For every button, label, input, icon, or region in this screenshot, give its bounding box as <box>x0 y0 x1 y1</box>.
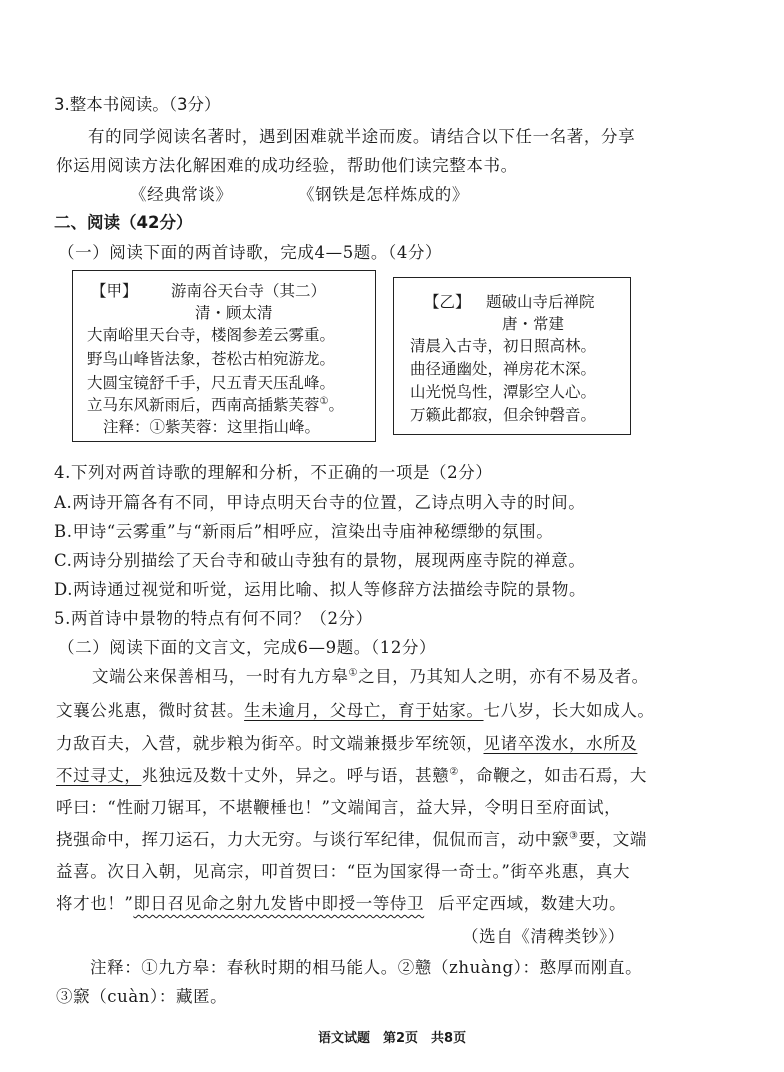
part1-intro: （一）阅读下面的两首诗歌，完成4—5题。（4分） <box>58 243 443 262</box>
passage-line-3 <box>56 733 637 755</box>
q3-book1: 《经典常谈》 <box>130 185 233 204</box>
passage-line-3-a: 力敌百夫，入营，就步粮为街卒。时文端兼摄步军统领， <box>56 734 484 753</box>
poem-a-note: 注释：①紫芙蓉：这里指山峰。 <box>103 418 321 436</box>
passage-line-4-a: 兆独远及数十丈外，异之。呼与语，甚戆 <box>141 766 450 785</box>
underlined-sentence-2b: 不过寻丈， <box>56 766 142 785</box>
passage-source: （选自《清稗类钞》） <box>462 927 625 946</box>
poem-a-line-4-text: 立马东风新雨后，西南高插紫芙蓉 <box>87 396 320 414</box>
underlined-sentence-2a: 见诸卒泼水，水所及 <box>483 734 638 753</box>
underlined-sentence-1: 生未逾月，父母亡，育于姑家。 <box>244 701 484 720</box>
passage-line-8-b: 后平定西域，数建大功。 <box>438 894 627 913</box>
q5-stem: 5.两首诗中景物的特点有何不同？（2分） <box>54 609 373 628</box>
passage-footnote-2: ② <box>449 766 459 778</box>
passage-line-1-a: 文端公来保善相马，一时有九方皋 <box>92 667 349 686</box>
passage-note-2: ③窾（cuàn）：藏匿。 <box>56 987 228 1006</box>
passage-line-2 <box>56 700 655 722</box>
poem-b-author: 唐・常建 <box>502 315 565 333</box>
poem-a-line-4-tail: 。 <box>328 396 344 414</box>
q3-book2: 《钢铁是怎样炼成的》 <box>298 185 469 204</box>
q4-option-d: D.两诗通过视觉和听觉，运用比喻、拟人等修辞方法描绘寺院的景物。 <box>54 580 587 599</box>
passage-line-8 <box>56 893 626 915</box>
passage-line-6-a: 挠强命中，挥刀运石，力大无穷。与谈行军纪律，侃侃而言，动中窾 <box>56 830 569 849</box>
passage-line-1-b: 之目，乃其知人之明，亦有不易及者。 <box>358 667 649 686</box>
poem-a-title: 游南谷天台寺（其二） <box>171 282 327 300</box>
poem-b-tag: 【乙】 <box>424 293 471 311</box>
passage-line-8-a: 将才也！” <box>56 894 134 913</box>
poem-a-line-4 <box>87 395 344 415</box>
passage-line-2-a: 文襄公兆惠，微时贫甚。 <box>56 701 245 720</box>
passage-line-1 <box>92 666 649 688</box>
poem-a-author: 清・顾太清 <box>195 304 273 322</box>
poem-a-footnote-mark: ① <box>319 395 329 407</box>
q4-option-b: B.甲诗“云雾重”与“新雨后”相呼应，渲染出寺庙神秘缥缈的氛围。 <box>54 522 554 541</box>
passage-line-5: 呼曰：“性耐刀锯耳，不堪鞭棰也！”文端闻言，益大异，令明日至府面试， <box>56 798 622 817</box>
part2-intro: （二）阅读下面的文言文，完成6—9题。（12分） <box>58 638 437 657</box>
passage-footnote-3: ③ <box>569 830 579 842</box>
poem-a-box <box>72 270 376 442</box>
passage-line-7: 益喜。次日入朝，见高宗，叩首贺曰：“臣为国家得一奇士。”街卒兆惠，真大 <box>56 862 631 881</box>
poem-a-tag: 【甲】 <box>91 282 138 300</box>
poem-a-line-1: 大南峪里天台寺，楼阁参差云雾重。 <box>87 326 336 344</box>
wavy-underlined-sentence: 即日召见命之射九发皆中即授一等侍卫 <box>133 894 425 913</box>
passage-line-6 <box>56 829 647 851</box>
page-footer: 语文试题 第2页 共8页 <box>318 1031 467 1046</box>
q3-line2: 你运用阅读方法化解困难的成功经验，帮助他们读完整本书。 <box>56 156 518 175</box>
q4-stem: 4.下列对两首诗歌的理解和分析，不正确的一项是（2分） <box>54 463 493 482</box>
passage-line-6-b: 要，文端 <box>578 830 647 849</box>
poem-a-line-3: 大圆宝镜舒千手，尺五青天压乱峰。 <box>87 374 336 392</box>
passage-note-1: 注释：①九方皋：春秋时期的相马能人。②戆（zhuàng）：憨厚而刚直。 <box>90 958 643 977</box>
poem-b-line-2: 曲径通幽处，禅房花木深。 <box>410 360 597 378</box>
poem-a-line-2: 野鸟山峰皆法象，苍松古柏宛游龙。 <box>87 350 336 368</box>
passage-line-4 <box>56 765 647 787</box>
poem-b-box <box>393 277 631 435</box>
q4-option-a: A.两诗开篇各有不同，甲诗点明天台寺的位置，乙诗点明入寺的时间。 <box>54 493 586 512</box>
passage-line-4-b: ，命鞭之，如击石焉，大 <box>458 766 647 785</box>
passage-line-2-b: 七八岁，长大如成人。 <box>483 701 655 720</box>
passage-footnote-1: ① <box>348 667 359 679</box>
q3-line1: 有的同学阅读名著时，遇到困难就半途而废。请结合以下任一名著，分享 <box>88 127 636 146</box>
poem-b-line-3: 山光悦鸟性，潭影空人心。 <box>410 383 597 401</box>
poem-b-line-4: 万籁此都寂，但余钟磬音。 <box>410 406 597 424</box>
q3-title: 3.整本书阅读。（3分） <box>54 95 221 114</box>
poem-b-line-1: 清晨入古寺，初日照高林。 <box>410 337 597 355</box>
section2-title: 二、阅读（42分） <box>54 213 193 232</box>
q4-option-c: C.两诗分别描绘了天台寺和破山寺独有的景物，展现两座寺院的禅意。 <box>54 551 586 570</box>
poem-b-title: 题破山寺后禅院 <box>486 293 595 311</box>
